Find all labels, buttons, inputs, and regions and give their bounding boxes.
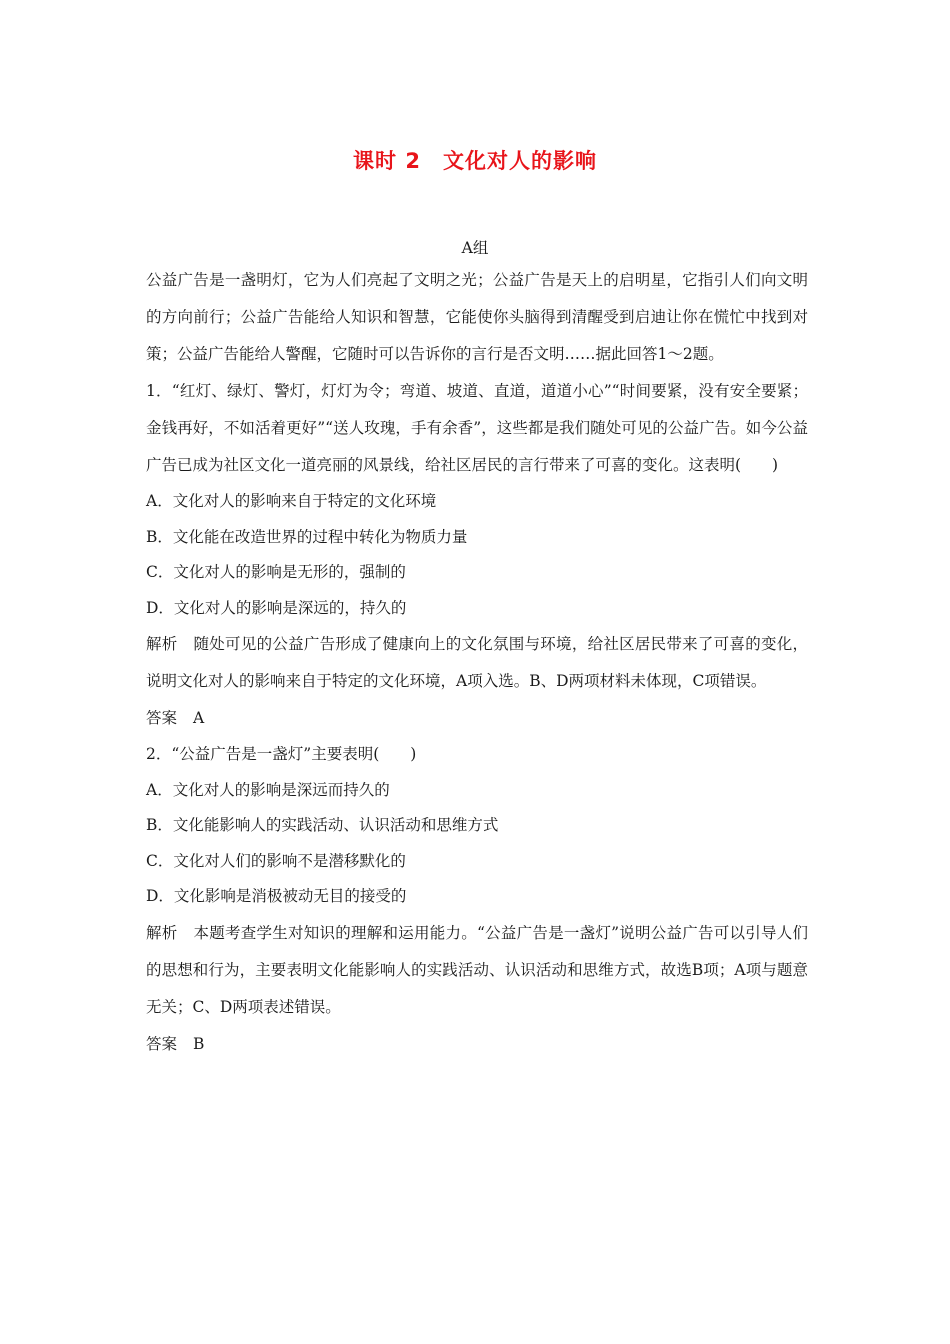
lesson-number: 课时 2 — [353, 149, 421, 173]
option-d: D．文化对人的影响是深远的，持久的 — [146, 598, 407, 617]
question-stem: 1．“红灯、绿灯、警灯，灯灯为令；弯道、坡道、直道，道道小心”“时间要紧，没有安全要紧；金钱再好，不如活着更好”“送人玫瑰，手有余香”，这些都是我们随处可见的公益广告。如今公益广告已成为社区文化一道亮丽的风景线，给社区居民的言行带来了可喜的变化。这表明( ) — [146, 382, 808, 474]
question-2 — [146, 737, 808, 1063]
analysis-paragraph — [146, 626, 808, 700]
answer-label: 答案 — [146, 1034, 178, 1053]
question-1 — [146, 373, 808, 737]
analysis-paragraph — [146, 915, 808, 1026]
document-body — [146, 262, 808, 1063]
answer-label: 答案 — [146, 709, 178, 727]
analysis-text: 随处可见的公益广告形成了健康向上的文化氛围与环境，给社区居民带来了可喜的变化，说明文化对人的影响来自于特定的文化环境，A项入选。B、D两项材料未体现，C项错误。 — [146, 635, 808, 690]
option-d: D．文化影响是消极被动无目的接受的 — [146, 887, 407, 905]
option-a: A．文化对人的影响来自于特定的文化环境 — [146, 492, 437, 510]
analysis-label: 解析 — [146, 635, 178, 653]
analysis-label: 解析 — [146, 923, 178, 942]
analysis-text: 本题考查学生对知识的理解和运用能力。“公益广告是一盏灯”说明公益广告可以引导人们的思想和行为，主要表明文化能影响人的实践活动、认识活动和思维方式，故选B项；A项与题意无关；C、D两项表述错误。 — [146, 923, 808, 1016]
answer-line — [146, 1026, 808, 1063]
answer-value: A — [193, 709, 205, 727]
answer-value: B — [193, 1034, 205, 1053]
intro-paragraph: 公益广告是一盏明灯，它为人们亮起了文明之光；公益广告是天上的启明星，它指引人们向文明的方向前行；公益广告能给人知识和智慧，它能使你头脑得到清醒受到启迪让你在慌忙中找到对策；公益广告能给人警醒，它随时可以告诉你的言行是否文明……据此回答1～2题。 — [146, 271, 808, 363]
option-c: C．文化对人们的影响不是潜移默化的 — [146, 851, 406, 870]
option-c: C．文化对人的影响是无形的，强制的 — [146, 563, 406, 581]
option-b: B．文化能影响人的实践活动、认识活动和思维方式 — [146, 816, 499, 834]
answer-line — [146, 700, 808, 737]
question-stem: 2．“公益广告是一盏灯”主要表明( ) — [146, 745, 417, 763]
option-b: B．文化能在改造世界的过程中转化为物质力量 — [146, 527, 468, 546]
group-label: A组 — [461, 239, 489, 257]
page-title — [0, 145, 950, 175]
option-a: A．文化对人的影响是深远而持久的 — [146, 780, 390, 799]
lesson-name: 文化对人的影响 — [442, 149, 597, 173]
